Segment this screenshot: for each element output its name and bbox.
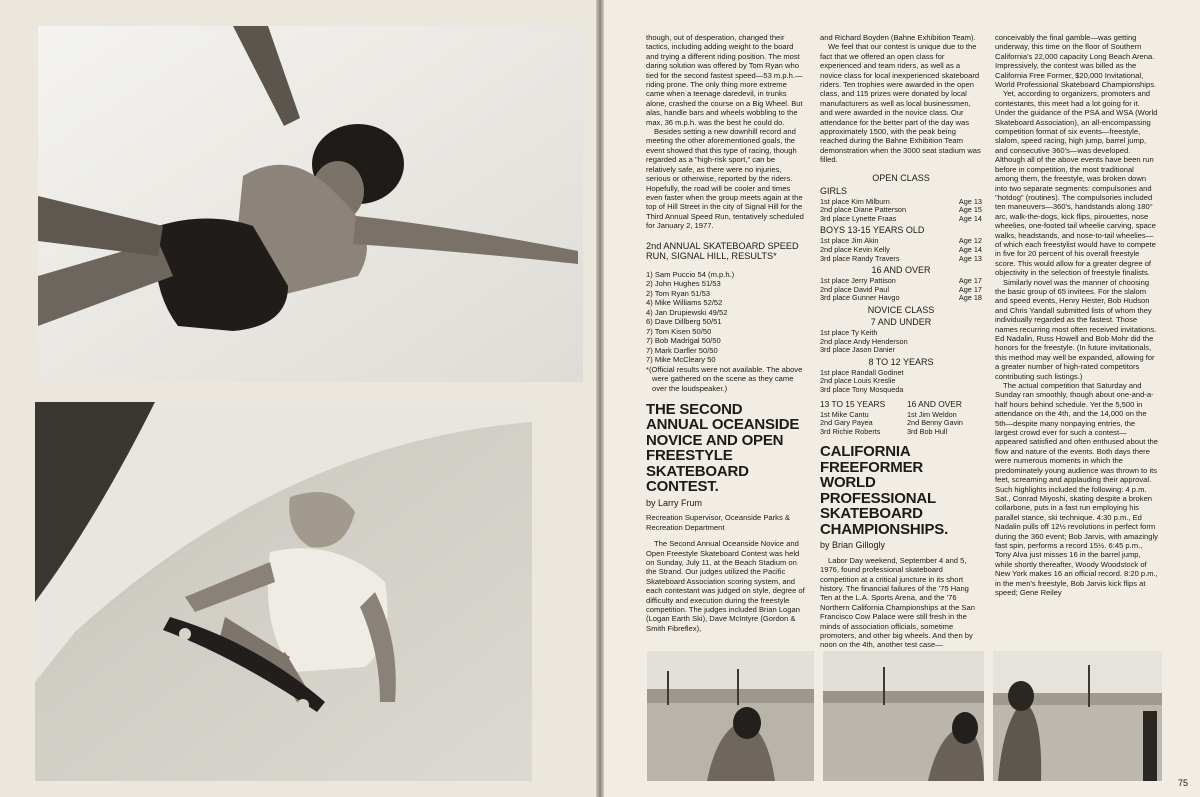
over-16-title: 16 AND OVER [871, 265, 931, 276]
placing-row: 1st place Jerry Pattison Age 17 [820, 276, 982, 286]
placing-row: 2nd place David Paul Age 17 [820, 284, 982, 294]
results-item: 4) Jan Drupiewski 49/52 [646, 307, 728, 317]
boys-title: BOYS 13-15 YEARS OLD [820, 225, 925, 236]
placing-row: 3rd place Tony Mosqueda [820, 385, 904, 394]
california-byline: by Brian Gillogly [820, 540, 886, 551]
photo-street-1 [647, 651, 814, 781]
novice-older-divisions [820, 397, 982, 437]
column-results [820, 33, 982, 650]
novice-16-over-title: 16 AND OVER [907, 398, 962, 409]
results-item: 7) Tom Kisen 50/50 [646, 326, 712, 336]
age-13-15-title: 13 TO 15 YEARS [820, 398, 886, 409]
placing-row: 1st place Jim Akin Age 12 [820, 236, 982, 246]
placing-row: 3rd place Jason Danier [820, 345, 896, 355]
middle-paragraph-2: We feel that our contest is unique due to the fact that we offered an open class for experienced and team riders, as well as a novice class for local inexperienced skateboard riders. Ten trophies were awarded in the open class, and 115 prizes were donated by local manufacturers as well as local businessmen, and were awarded in the novice class. Our attendance for the better part of the day was approximately 1500, with the peak being reached during the Bahne Exhibition Team demonstration when the 3000 seat stadium was filled. [820, 42, 981, 165]
results-item: 2) John Hughes 51/53 [646, 279, 721, 289]
photo-skater-leaning [38, 26, 583, 382]
right-paragraph-2: Yet, according to organizers, promoters and contestants, this meet had a lot going for it. Under the guidance of the PSA and WSA (World Skateboard Association), an all-encompassing competition format of six events—freestyle, slalom, speed racing, high jump, barrel jump, and consecutive 360's—was developed. Although all of the above events have been run before in competition, the most traditional among them, the freestyle, was broken down into two separate segments: compulsories and "hotdog" (routines). The compulsories included ten maneuvers—360's, handstands along 180° arc, walk-the-dogs, kick flips, pirouettes, nose wheelies, one-footed tail wheelie carving, space walks, headstands, and nose-to-tail wheelies—of which each freestylist would have to compete in five for 20 percent of his overall freestyle score. This would allow for a greater degree of objectivity in the selection of freestyle finalists. [995, 89, 1158, 278]
open-class-title: OPEN CLASS [872, 172, 930, 183]
speedrun-paragraph-1: though, out of desperation, changed their tactics, including adding weight to the board and trying a different riding position. The most daring solution was offered by Tom Ryan who tied for the second fastest speed—53 m.p.h.—riding prone. The only thing more extreme came when a teenage daredevil, in trunks alone, crashed the course on a Big Wheel. But alas, handle bars and wheels wobbling to the max, 36 m.p.h. was the best he could do. [646, 33, 803, 127]
placing-row: 3rd place Lynette Fraas Age 14 [820, 213, 982, 223]
photo-street-2 [823, 651, 984, 781]
results-title: 2nd ANNUAL SKATEBOARD SPEED RUN, SIGNAL HILL, RESULTS* [646, 240, 799, 262]
right-paragraph-1: conceivably the final gamble—was getting underway, this time on the floor of Southern California's 22,000 capacity Long Beach Arena. Impressively, the contest was billed as the California Free Former, $20,000 Invitational, World Professional Skateboard Championships. [995, 33, 1157, 90]
oceanside-paragraph: The Second Annual Oceanside Novice and Open Freestyle Skateboard Contest was held on Sunday, July 11, at the Beach Stadium on the Strand. Our judges utilized the Pacific Skateboard Association scoring system, and each contestant was judged on style, degree of difficulty and execution during the freestyle competition. The judges included Brian Logan (Logan Earth Ski), Dave McIntyre (Gordon & Smith Fibreflex), [646, 539, 805, 633]
placing-row: 3rd Richie Roberts [820, 426, 881, 436]
page-gutter [596, 0, 604, 797]
placing-row: 3rd Bob Hull [907, 426, 948, 436]
girls-title: GIRLS [820, 185, 848, 196]
novice-class-title: NOVICE CLASS [867, 305, 935, 316]
photo-street-3 [993, 651, 1162, 781]
middle-paragraph-1: and Richard Boyden (Bahne Exhibition Team). [820, 33, 976, 42]
california-headline: CALIFORNIA FREEFORMER WORLD PROFESSIONAL SKATEBOARD CHAMPIONSHIPS. [820, 443, 949, 538]
placing-row: 2nd place Kevin Kelly Age 14 [820, 245, 982, 255]
speedrun-paragraph-2: Besides setting a new downhill record and meeting the other aforementioned goals, the event showed that this type of racing, though regarded as a "high-risk sport," can be relatively safe, as there were no injuries, serious or otherwise, reported by the riders. Hopefully, the road will be cooler and times even faster when the group meets again at the top of Hill Street in the city of Signal Hill for the Third Annual Speed Run, tentatively scheduled for January 2, 1977. [646, 127, 804, 231]
results-item: 4) Mike Williams 52/52 [646, 298, 723, 308]
placing-row: 2nd place Louis Kreslie [820, 376, 896, 386]
placing-row: 1st place Kim Milburn Age 13 [820, 196, 982, 206]
oceanside-headline: THE SECOND ANNUAL OCEANSIDE NOVICE AND OPEN FREESTYLE SKATEBOARD CONTEST. [646, 400, 800, 496]
results-item: 7) Bob Madrigal 50/50 [646, 336, 721, 346]
california-paragraph: Labor Day weekend, September 4 and 5, 1976, found professional skateboard competition at a critical juncture in its short history. The financial failures of the '75 Hang Ten at the L.A. Sports Arena, and the '76 Northern California Championships at the San Francisco Cow Palace were still fresh in the minds of association officials, sometime promoters, and other big wheels. And then by noon on the 4th, another test case— [820, 555, 975, 650]
results-list [646, 270, 806, 365]
right-paragraph-4: The actual competition that Saturday and Sunday ran smoothly, though about one-and-a-half hours behind schedule. Yet the 5,500 in attendance on the 4th, and the 14,000 on the 5th—despite many nonpaying entries, the largest crowd ever for such a contest—appeared satisfied and often enthused about the flow and nature of the events. Both days there were numerous moments in which the predominately young audience was thrown to its feet, screaming and applauding their approval. Such highlights included the following: 4 p.m. Sat., Conrad Miyoshi, skating despite a broken collarbone, puts in a fast run employing his parallel stance, ski technique. 4:30 p.m., Ed Nadalin pulls off 12½ revolutions in perfect form during the 360 event; Bob Jarvis, with amazingly fast spin, performs a record 15½. 6:45 p.m., Tony Alva just misses 16 in the barrel jump, while shortly thereafter, Woody Woodstock of New York makes 16 an official record. 8:20 p.m., in the men's freestyle, Bob Jarvis kick flips at speed; Gene Reiley [995, 381, 1158, 597]
placing-row: 3rd place Gunner Havgo Age 18 [820, 293, 982, 303]
placing-row: 1st Mike Cantu [820, 409, 869, 419]
results-note: *(Official results were not available. The above were gathered on the scene as they came over the loudspeaker.) [646, 364, 803, 393]
results-item: 2) Tom Ryan 51/53 [646, 288, 711, 298]
column-championships [995, 33, 1158, 597]
right-paragraph-3: Similarly novel was the manner of choosing the basic group of 65 invitees. For the slalom and speed events, Henry Hester, Bob Hudson and Chris Yandall submitted lists of whom they individually regarded as the fastest. Those names recurring most often received invitations. Ed Nadalin, Russ Howell and Bob Mohr did the honors for the freestyle. (In future invitationals, this method may well be expanded, allowing for a greater number of high-rated competitors contributing such listings.) [995, 277, 1157, 381]
placing-row: 1st place Randall Godinet [820, 367, 904, 377]
results-item: 1) Sam Puccio 54 (m.p.h.) [646, 269, 735, 279]
results-item: 7) Mike McCleary 50 [646, 355, 716, 365]
oceanside-byline: by Larry Frum [646, 497, 703, 508]
placing-row: 1st Jim Weldon [907, 409, 957, 419]
age-8-12-title: 8 TO 12 YEARS [868, 356, 934, 367]
placing-row: 2nd place Diane Patterson Age 15 [820, 205, 982, 215]
placing-row: 1st place Ty Keith [820, 328, 878, 338]
column-speedrun [646, 33, 806, 633]
placing-row: 2nd Benny Gavin [907, 418, 963, 428]
under-7-title: 7 AND UNDER [870, 317, 932, 328]
page-number: 75 [1177, 778, 1188, 788]
photo-pool-skater [35, 402, 532, 781]
placing-row: 2nd Gary Payea [820, 418, 873, 428]
placing-row: 2nd place Andy Henderson [820, 336, 908, 346]
oceanside-subtitle: Recreation Supervisor, Oceanside Parks & Recreation Department [646, 513, 790, 532]
results-item: 7) Mark Darfler 50/50 [646, 345, 718, 355]
results-item: 6) Dave Dillberg 50/51 [646, 317, 722, 327]
placing-row: 3rd place Randy Travers Age 13 [820, 253, 982, 263]
